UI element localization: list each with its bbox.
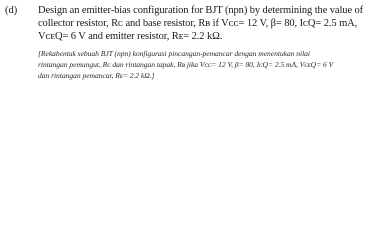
english-line-1: Design an emitter-bias configuration for BJT (npn) by determining the value of: [38, 5, 364, 16]
malay-translation: [38, 48, 380, 81]
question-body: [38, 4, 380, 81]
malay-line-3: dan rintangan pemancar, Rᴇ= 2.2 kΩ.]: [38, 71, 155, 80]
malay-line-1: [Rekabentuk sebuah BJT (npn) konfigurasi pincangan-pemancar dengan menentukan nilai: [38, 49, 310, 58]
english-line-2: collector resistor, Rᴄ and base resistor, Rʙ if Vᴄᴄ= 12 V, β= 80, IᴄQ= 2.5 mA,: [38, 18, 358, 29]
malay-line-2: rintangan pemungut, Rᴄ dan rintangan tapak, Rʙ jika Vᴄᴄ= 12 V, β= 80, IᴄQ= 2.5 mA, VᴄᴇQ= 6 V: [38, 60, 334, 69]
english-line-3: VᴄᴇQ= 6 V and emitter resistor, Rᴇ= 2.2 kΩ.: [38, 31, 223, 42]
question-d: [0, 0, 381, 95]
english-text: [38, 4, 380, 43]
question-label: (d): [5, 5, 18, 16]
